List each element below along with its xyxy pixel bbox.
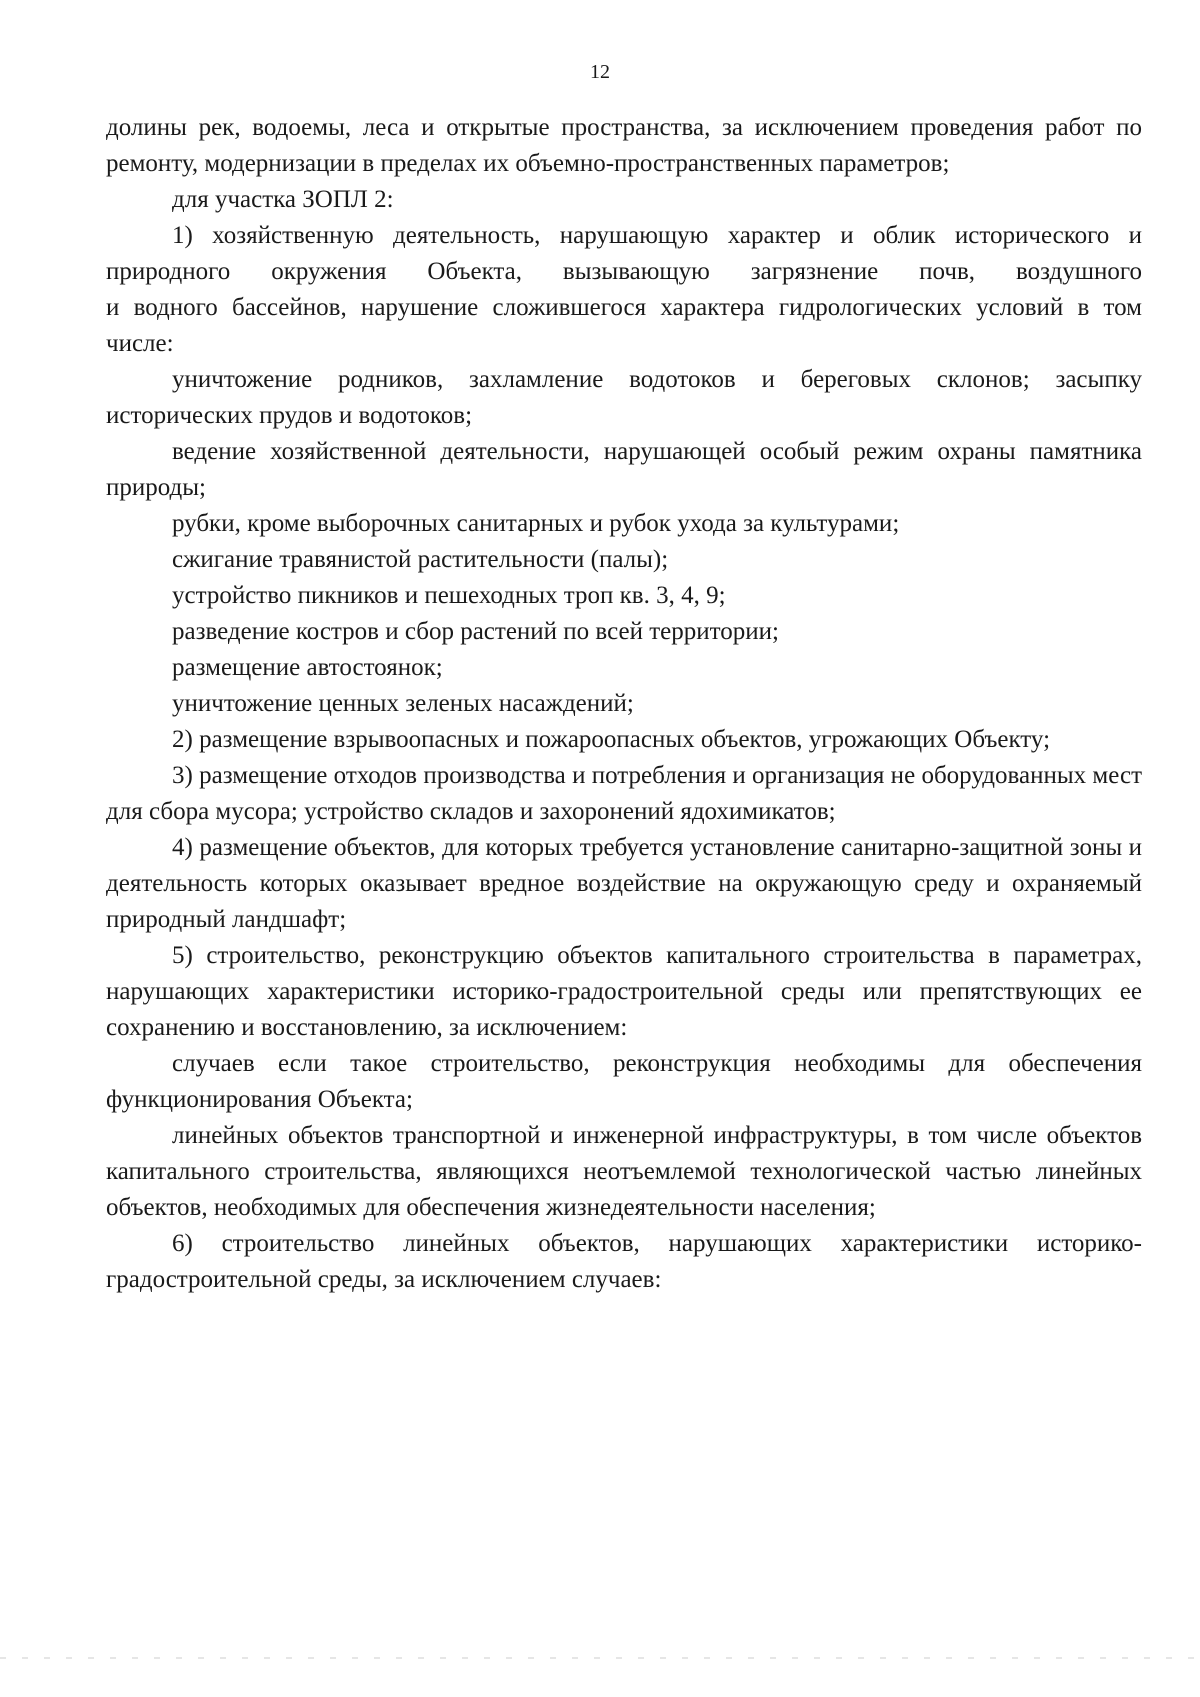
sub-item: уничтожение родников, захламление водотоков и береговых склонов; засыпку исторических прудов и водотоков; [106, 366, 1142, 429]
sub-item: разведение костров и сбор растений по всей территории; [172, 618, 779, 645]
paragraph: долины рек, водоемы, леса и открытые пространства, за исключением проведения работ по ремонту, модернизации в пределах их объемно-пространственных параметров; [106, 114, 1142, 177]
page-number: 12 [590, 61, 610, 83]
list-item-3: 3) размещение отходов производства и потребления и организация не оборудованных мест для сбора мусора; устройство складов и захоронений ядохимикатов; [106, 762, 1142, 825]
sub-item: ведение хозяйственной деятельности, нарушающей особый режим охраны памятника природы; [106, 438, 1142, 501]
list-item-6: 6) строительство линейных объектов, нарушающих характеристики историко-градостроительной среды, за исключением случаев: [106, 1230, 1142, 1293]
list-item-5: 5) строительство, реконструкцию объектов капитального строительства в параметрах, нарушающих характеристики историко-градостроительной среды или препятствующих ее сохранению и восстановлению, за исключением: [106, 942, 1142, 1041]
sub-item: уничтожение ценных зеленых насаждений; [172, 690, 634, 717]
document-body [106, 110, 1142, 1298]
sub-item: случаев если такое строительство, реконструкция необходимы для обеспечения функционирования Объекта; [106, 1050, 1142, 1113]
sub-item: сжигание травянистой растительности (палы); [172, 546, 669, 573]
sub-item: линейных объектов транспортной и инженерной инфраструктуры, в том числе объектов капитального строительства, являющихся неотъемлемой технологической частью линейных объектов, необходимых для обеспечения жизнедеятельности населения; [106, 1122, 1142, 1221]
sub-item: устройство пикников и пешеходных троп кв. 3, 4, 9; [172, 582, 726, 609]
scan-artifact [0, 1657, 1200, 1659]
sub-item: рубки, кроме выборочных санитарных и рубок ухода за культурами; [172, 510, 900, 537]
paragraph-continuation: и водного бассейнов, нарушение сложившегося характера гидрологических условий в том числе: [106, 294, 1142, 357]
list-item-1: 1) хозяйственную деятельность, нарушающую характер и облик исторического и природного окружения Объекта, вызывающую загрязнение почв, воздушного [106, 222, 1142, 285]
list-item-4: 4) размещение объектов, для которых требуется установление санитарно-защитной зоны и деятельность которых оказывает вредное воздействие на окружающую среду и охраняемый природный ландшафт; [106, 834, 1142, 933]
section-heading: для участка ЗОПЛ 2: [172, 186, 394, 213]
list-item-2: 2) размещение взрывоопасных и пожароопасных объектов, угрожающих Объекту; [172, 726, 1051, 753]
sub-item: размещение автостоянок; [172, 654, 443, 681]
